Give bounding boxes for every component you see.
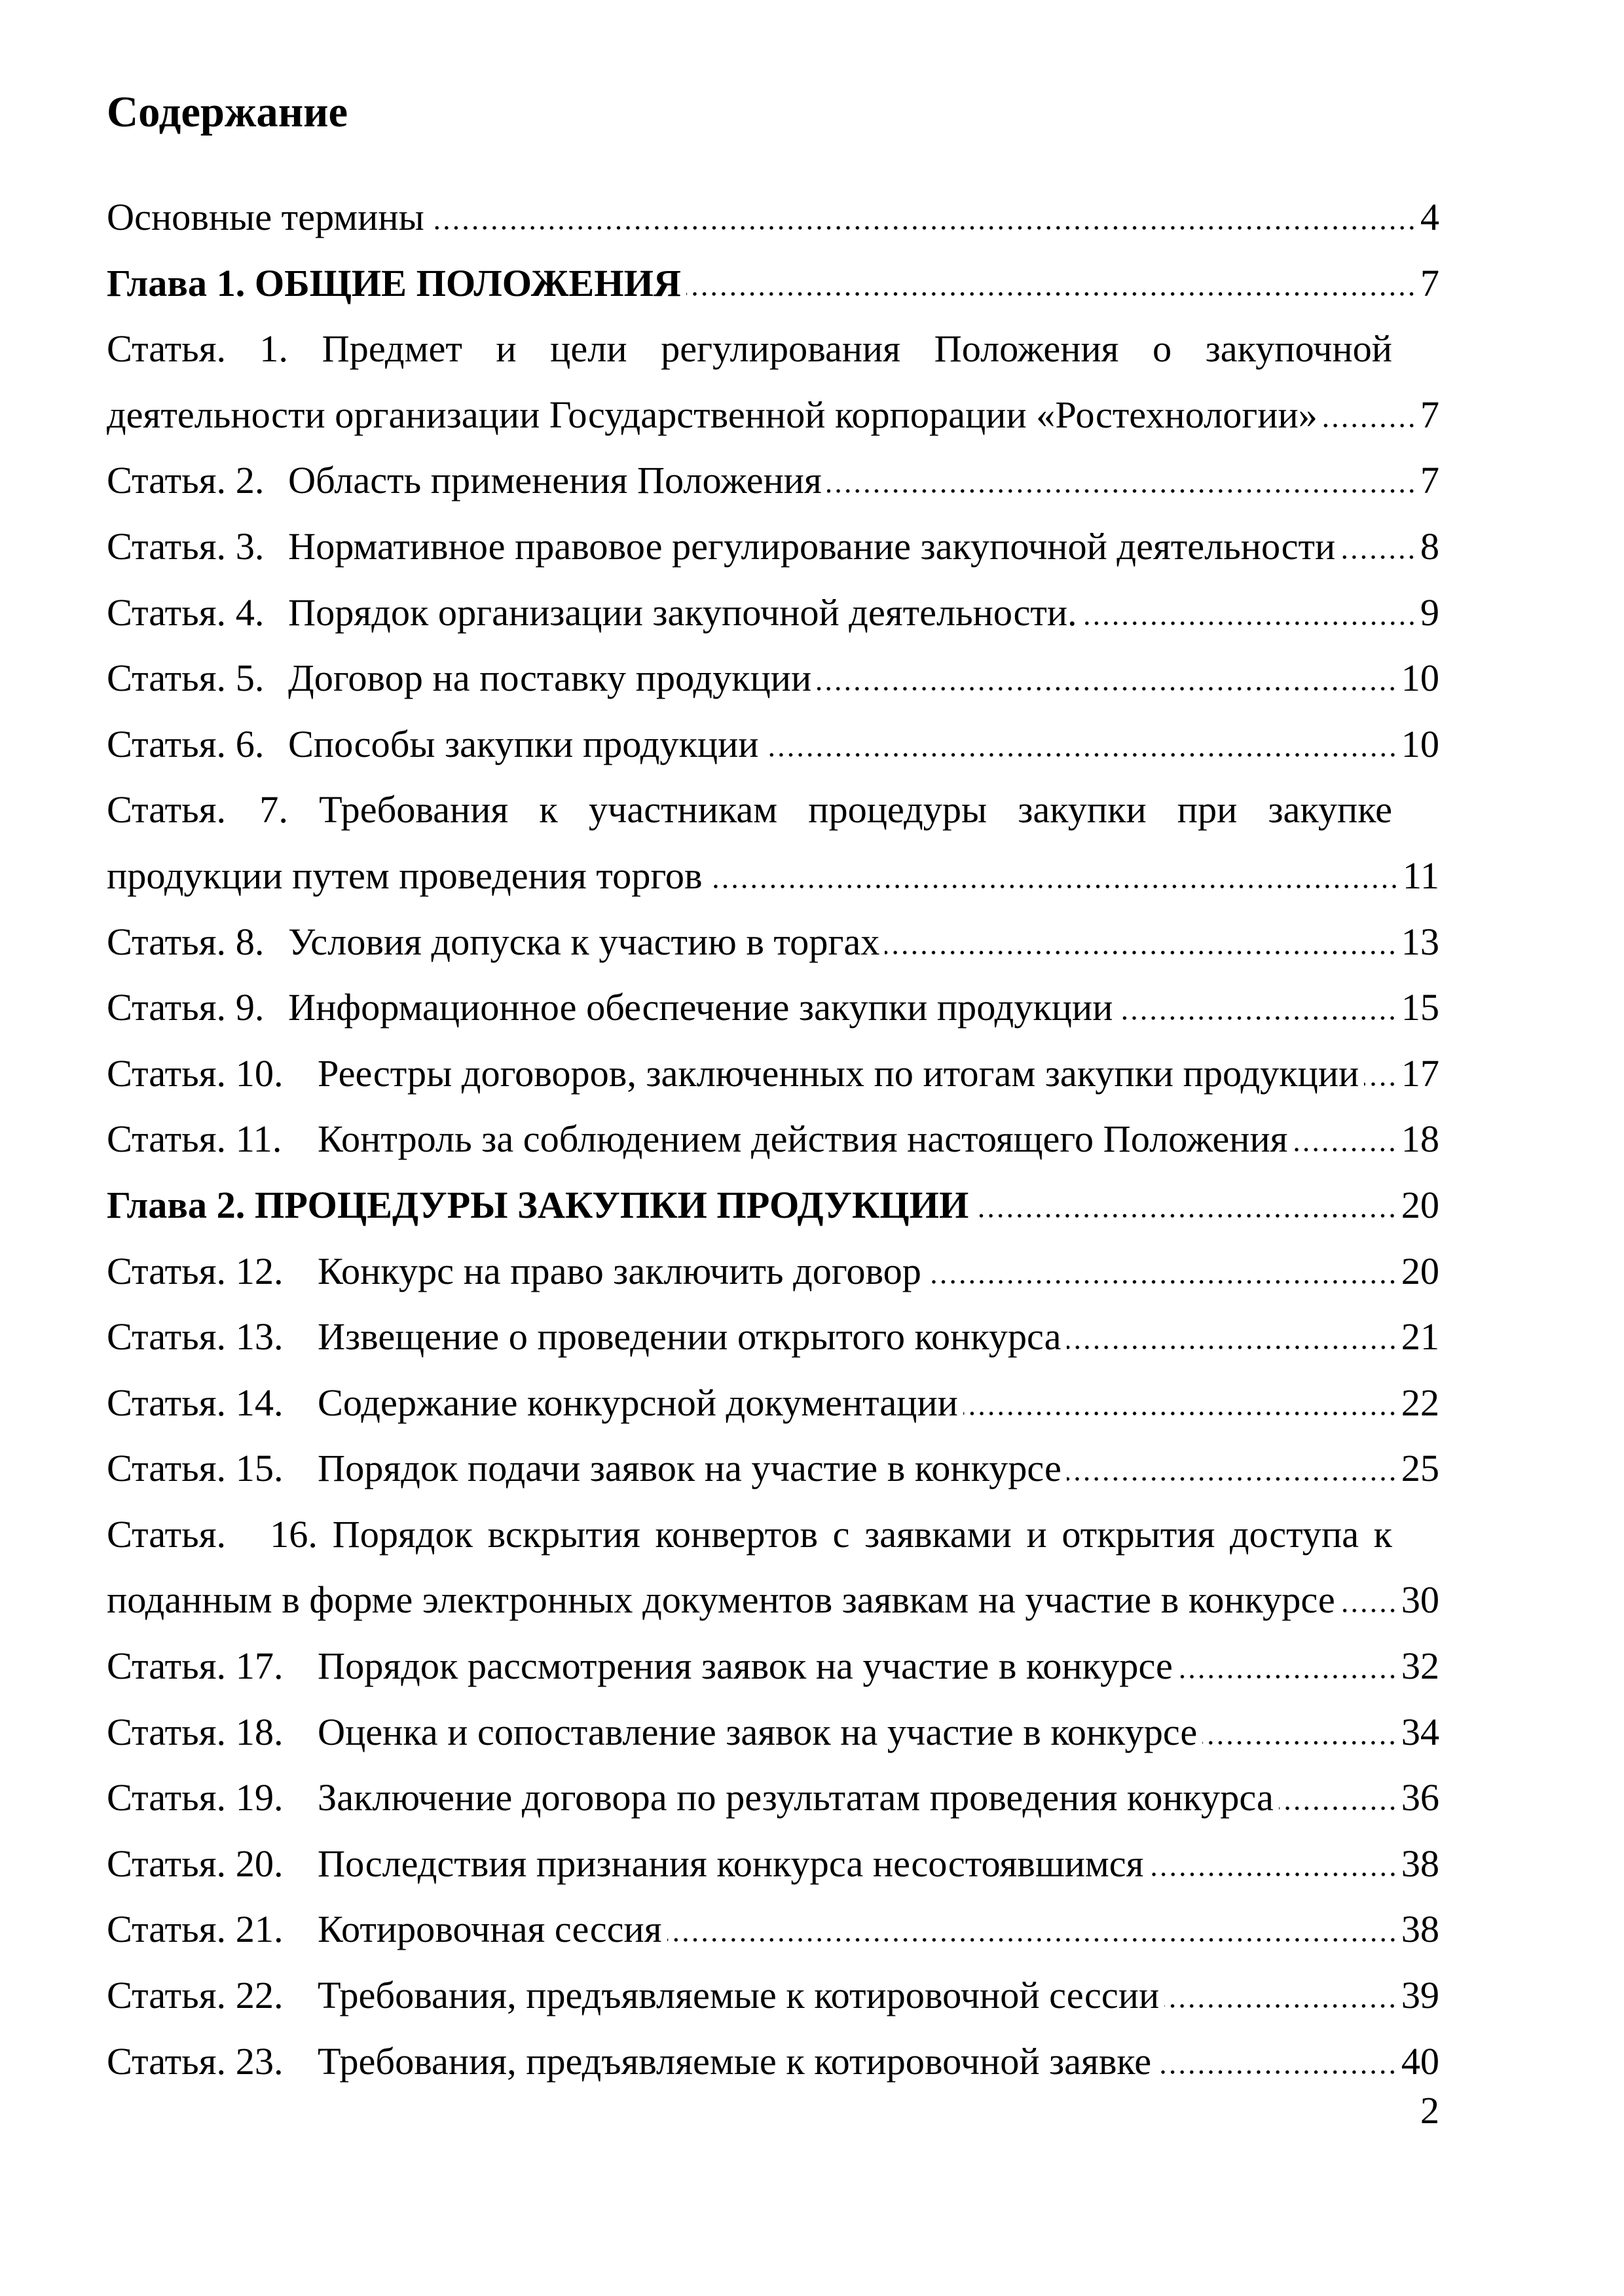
toc-entry-label: Статья. 18. — [107, 1710, 284, 1753]
toc-entry-label: Статья. 6. — [107, 722, 265, 765]
toc-entry-label: Статья. 10. — [107, 1051, 284, 1095]
dot-leader — [1164, 1963, 1397, 2029]
toc-entry-label: Статья. 5. — [107, 657, 265, 700]
toc-entry-page[interactable]: 20 — [1401, 1249, 1439, 1292]
toc-entry-page[interactable]: 30 — [1401, 1578, 1439, 1622]
toc-entry[interactable] — [107, 909, 1439, 975]
dot-leader — [764, 712, 1397, 778]
toc-entry-label: Статья. 21. — [107, 1908, 284, 1951]
dot-leader — [1293, 1106, 1397, 1173]
toc-entry-label: Статья. 8. — [107, 920, 265, 963]
toc-entry-label: Статья. 17. — [107, 1645, 284, 1688]
toc-entry-page[interactable]: 32 — [1401, 1645, 1439, 1688]
toc-entry-title[interactable]: Заключение договора по результатам проведения конкурса — [318, 1776, 1274, 1819]
toc-entry-page[interactable]: 9 — [1420, 591, 1439, 634]
toc-entry-title[interactable]: Договор на поставку продукции — [288, 657, 812, 700]
dot-leader — [1279, 1765, 1397, 1831]
toc-entry-label: Статья. 7. — [107, 788, 288, 831]
dot-leader — [963, 1370, 1397, 1436]
toc-entry[interactable] — [107, 1765, 1439, 1831]
toc-entry-page[interactable]: 40 — [1401, 2039, 1439, 2083]
table-of-contents — [107, 185, 1439, 2094]
toc-entry-title[interactable]: Конкурс на право заключить договор — [318, 1249, 921, 1292]
dot-leader — [1323, 382, 1416, 448]
toc-chapter[interactable] — [107, 251, 1439, 317]
toc-entry-page[interactable]: 38 — [1401, 1908, 1439, 1951]
toc-entry[interactable] — [107, 843, 1439, 909]
toc-entry[interactable] — [107, 1831, 1439, 1897]
toc-entry[interactable] — [107, 1897, 1439, 1963]
toc-entry[interactable] — [107, 185, 1439, 251]
dot-leader — [1067, 1436, 1397, 1502]
toc-entry[interactable] — [107, 382, 1439, 448]
toc-entry[interactable] — [107, 712, 1439, 778]
dot-leader — [1067, 1304, 1397, 1370]
toc-entry[interactable] — [107, 1370, 1439, 1436]
toc-entry-label: Статья. 22. — [107, 1974, 284, 2017]
dot-leader — [1118, 975, 1397, 1041]
toc-entry-page[interactable]: 13 — [1401, 920, 1439, 963]
toc-entry-page[interactable]: 10 — [1401, 722, 1439, 765]
toc-entry-title-continued[interactable]: поданным в форме электронных документов заявкам на участие в конкурсе — [107, 1578, 1335, 1622]
toc-entry-page[interactable]: 22 — [1401, 1381, 1439, 1424]
toc-chapter[interactable] — [107, 1173, 1439, 1239]
toc-entry-page[interactable]: 25 — [1401, 1447, 1439, 1490]
toc-entry-page[interactable]: 18 — [1401, 1118, 1439, 1161]
toc-entry-page[interactable]: 38 — [1401, 1842, 1439, 1885]
toc-entry[interactable] — [107, 1436, 1439, 1502]
toc-entry-line[interactable] — [107, 1502, 1392, 1568]
toc-entry-page[interactable]: 15 — [1401, 986, 1439, 1029]
dot-leader — [667, 1897, 1397, 1963]
toc-entry-title[interactable]: Область применения Положения — [288, 459, 822, 502]
toc-entry-title[interactable]: Информационное обеспечение закупки продукции — [288, 986, 1113, 1029]
toc-entry-title[interactable]: Извещение о проведении открытого конкурса — [318, 1315, 1061, 1358]
dot-leader — [1340, 514, 1416, 580]
toc-entry-title[interactable]: Способы закупки продукции — [288, 722, 759, 765]
toc-entry[interactable] — [107, 1567, 1439, 1633]
toc-entry[interactable] — [107, 1700, 1439, 1766]
page-title: Содержание — [107, 88, 348, 136]
toc-entry[interactable] — [107, 2029, 1439, 2095]
toc-entry-label: Статья. 19. — [107, 1776, 284, 1819]
dot-leader — [885, 909, 1397, 975]
dot-leader — [974, 1173, 1397, 1239]
dot-leader — [430, 185, 1416, 251]
toc-entry-page[interactable]: 7 — [1420, 261, 1439, 304]
toc-entry-page[interactable]: 39 — [1401, 1974, 1439, 2017]
toc-entry[interactable] — [107, 1239, 1439, 1305]
dot-leader — [817, 646, 1397, 712]
dot-leader — [686, 251, 1416, 317]
toc-entry-label: Статья. 9. — [107, 986, 265, 1029]
toc-entry[interactable] — [107, 1041, 1439, 1107]
toc-entry-title[interactable]: Нормативное правовое регулирование закупочной деятельности — [288, 524, 1336, 568]
page-number: 2 — [1420, 2089, 1439, 2132]
toc-entry-title[interactable]: Глава 2. ПРОЦЕДУРЫ ЗАКУПКИ ПРОДУКЦИИ — [107, 1183, 969, 1226]
toc-entry-title[interactable]: Требования, предъявляемые к котировочной заявке — [318, 2039, 1152, 2083]
toc-entry[interactable] — [107, 514, 1439, 580]
toc-entry[interactable] — [107, 646, 1439, 712]
toc-entry-title[interactable]: Предмет и цели регулирования Положения о закупочной — [322, 327, 1392, 371]
toc-entry[interactable] — [107, 1304, 1439, 1370]
toc-entry-page[interactable]: 7 — [1420, 459, 1439, 502]
toc-entry-title[interactable]: Содержание конкурсной документации — [318, 1381, 958, 1424]
toc-entry-page[interactable]: 17 — [1401, 1051, 1439, 1095]
toc-entry[interactable] — [107, 448, 1439, 514]
toc-entry[interactable] — [107, 1106, 1439, 1173]
toc-entry-page[interactable]: 11 — [1402, 854, 1439, 897]
toc-entry-title[interactable]: Порядок вскрытия конвертов с заявками и открытия доступа к — [332, 1512, 1392, 1556]
toc-entry-label: Статья. 23. — [107, 2039, 284, 2083]
toc-entry-label: Статья. 12. — [107, 1249, 284, 1292]
toc-entry-title[interactable]: Порядок подачи заявок на участие в конкурсе — [318, 1447, 1061, 1490]
toc-entry-title[interactable]: Глава 1. ОБЩИЕ ПОЛОЖЕНИЯ — [107, 261, 682, 304]
toc-entry-line[interactable] — [107, 316, 1392, 382]
dot-leader — [1082, 580, 1416, 646]
toc-entry-page[interactable]: 7 — [1420, 393, 1439, 436]
toc-entry-label: Статья. 20. — [107, 1842, 284, 1885]
toc-entry-page[interactable]: 4 — [1420, 196, 1439, 238]
dot-leader — [1340, 1567, 1397, 1633]
toc-entry-label: Статья. 2. — [107, 459, 265, 502]
toc-entry-page[interactable]: 8 — [1420, 524, 1439, 568]
toc-entry-label: Статья. 15. — [107, 1447, 284, 1490]
toc-entry-title[interactable]: Контроль за соблюдением действия настоящего Положения — [318, 1118, 1288, 1161]
dot-leader — [1202, 1700, 1397, 1766]
toc-entry-label: Статья. 14. — [107, 1381, 284, 1424]
dot-leader — [927, 1239, 1397, 1305]
toc-entry-title[interactable]: Котировочная сессия — [318, 1908, 662, 1951]
toc-entry-label: Статья. 3. — [107, 524, 265, 568]
toc-entry-title[interactable]: Порядок рассмотрения заявок на участие в конкурсе — [318, 1645, 1173, 1688]
toc-entry-title[interactable]: Реестры договоров, заключенных по итогам закупки продукции — [318, 1051, 1359, 1095]
toc-entry-page[interactable]: 34 — [1401, 1710, 1439, 1753]
dot-leader — [708, 843, 1399, 909]
dot-leader — [1364, 1041, 1397, 1107]
toc-entry[interactable] — [107, 580, 1439, 646]
toc-entry-page[interactable]: 10 — [1401, 657, 1439, 700]
toc-entry-label: Статья. 13. — [107, 1315, 284, 1358]
toc-entry[interactable] — [107, 1633, 1439, 1700]
toc-entry-page[interactable]: 20 — [1401, 1183, 1439, 1226]
toc-entry-page[interactable]: 21 — [1401, 1315, 1439, 1358]
toc-entry-title[interactable]: Требования к участникам процедуры закупки при закупке — [319, 788, 1392, 831]
toc-entry-title[interactable]: Требования, предъявляемые к котировочной сессии — [318, 1974, 1160, 2017]
toc-entry[interactable] — [107, 975, 1439, 1041]
toc-entry-title[interactable]: Оценка и сопоставление заявок на участие в конкурсе — [318, 1710, 1198, 1753]
toc-entry-title[interactable]: Последствия признания конкурса несостоявшимся — [318, 1842, 1144, 1885]
toc-entry-label: Статья. 1. — [107, 327, 288, 371]
toc-entry[interactable] — [107, 1963, 1439, 2029]
toc-entry-title[interactable]: Условия допуска к участию в торгах — [288, 920, 880, 963]
toc-entry-title[interactable]: Основные термины — [107, 196, 424, 238]
toc-entry-title-continued[interactable]: деятельности организации Государственной корпорации «Ростехнологии» — [107, 393, 1318, 436]
toc-entry-label: Статья. 16. — [107, 1512, 318, 1556]
toc-entry-line[interactable] — [107, 777, 1392, 843]
dot-leader — [1178, 1633, 1397, 1700]
toc-entry-title[interactable]: Порядок организации закупочной деятельности. — [288, 591, 1077, 634]
toc-entry-label: Статья. 11. — [107, 1118, 282, 1161]
toc-entry-page[interactable]: 36 — [1401, 1776, 1439, 1819]
dot-leader — [827, 448, 1416, 514]
toc-entry-title-continued[interactable]: продукции путем проведения торгов — [107, 854, 703, 897]
dot-leader — [1149, 1831, 1397, 1897]
dot-leader — [1156, 2029, 1397, 2095]
toc-entry-label: Статья. 4. — [107, 591, 265, 634]
